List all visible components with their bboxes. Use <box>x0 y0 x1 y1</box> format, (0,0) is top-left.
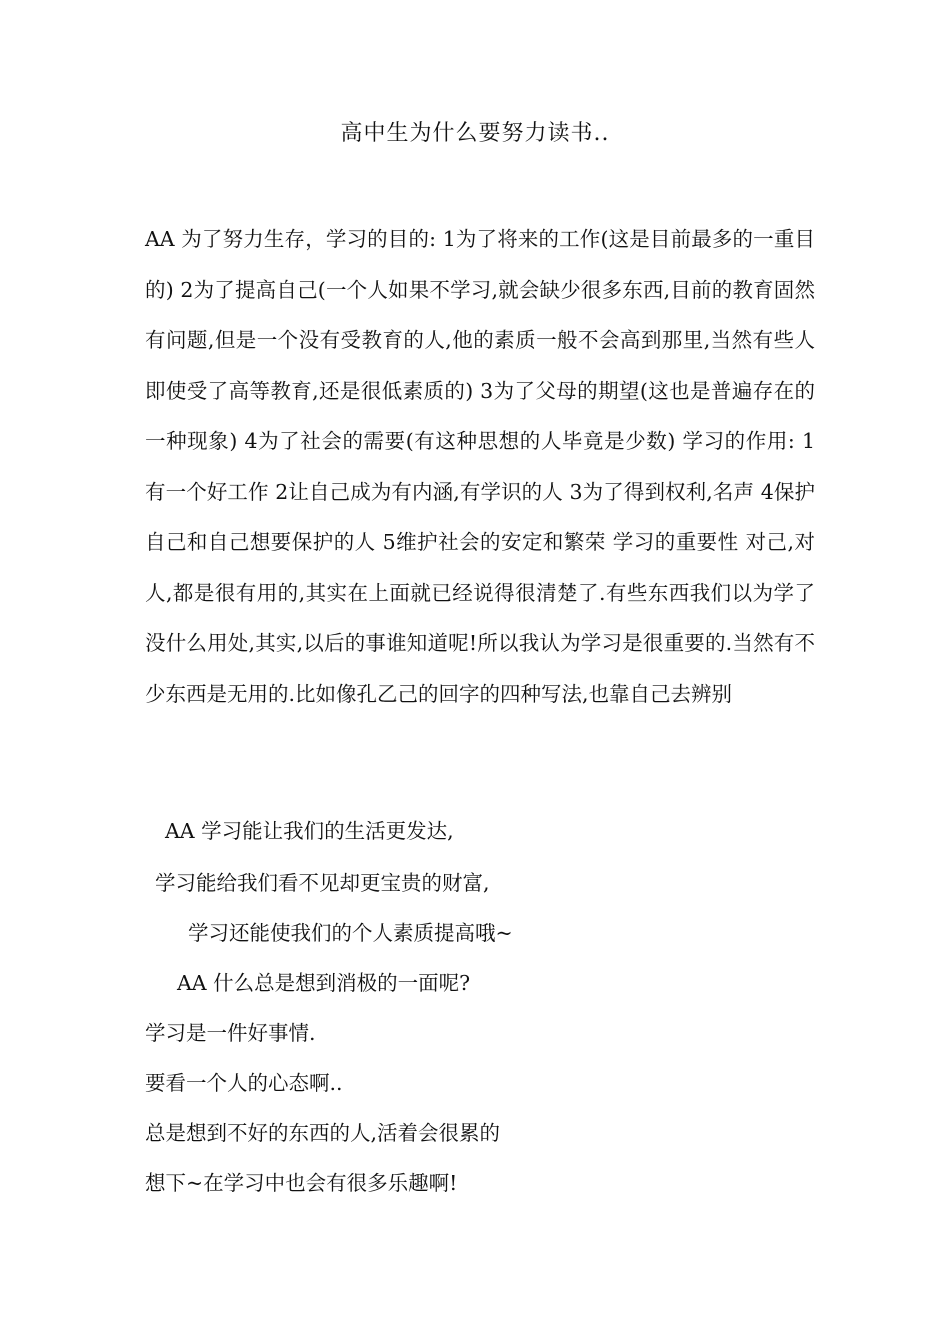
text-line-7: 总是想到不好的东西的人,活着会很累的 <box>145 1121 501 1145</box>
text-line-3: 学习还能使我们的个人素质提高哦~ <box>188 921 513 945</box>
body-paragraph: AA 为了努力生存，学习的目的: 1为了将来的工作(这是目前最多的一重目的) 2为了提高自己(一个人如果不学习,就会缺少很多东西,目前的教育固然有问题,但是一个没有受教育的人,他的素质一般不会高到那里,当然有些人即使受了高等教育,还是很低素质的) 3为了父母的期望(这也是普遍存在的一种现象) 4为了社会的需要(有这种思想的人毕竟是少数) 学习的作用: 1有一个好工作 2让自己成为有内涵,有学识的人 3为了得到权利,名声 4保护自己和自己想要保护的人 5维护社会的安定和繁荣 学习的重要性 对己,对人,都是很有用的,其实在上面就已经说得很清楚了.有些东西我们以为学了没什么用处,其实,以后的事谁知道呢!所以我认为学习是很重要的.当然有不少东西是无用的.比如像孔乙己的回字的四种写法,也靠自己去辨别 <box>145 227 815 706</box>
document-title: 高中生为什么要努力读书.. <box>340 121 610 146</box>
text-line-1: AA 学习能让我们的生活更发达, <box>165 819 454 843</box>
text-line-6: 要看一个人的心态啊.. <box>145 1071 343 1095</box>
text-line-4: AA 什么总是想到消极的一面呢? <box>177 971 471 995</box>
text-line-8: 想下~在学习中也会有很多乐趣啊! <box>145 1171 458 1195</box>
text-line-5: 学习是一件好事情. <box>145 1021 316 1045</box>
text-line-2: 学习能给我们看不见却更宝贵的财富, <box>155 871 490 895</box>
